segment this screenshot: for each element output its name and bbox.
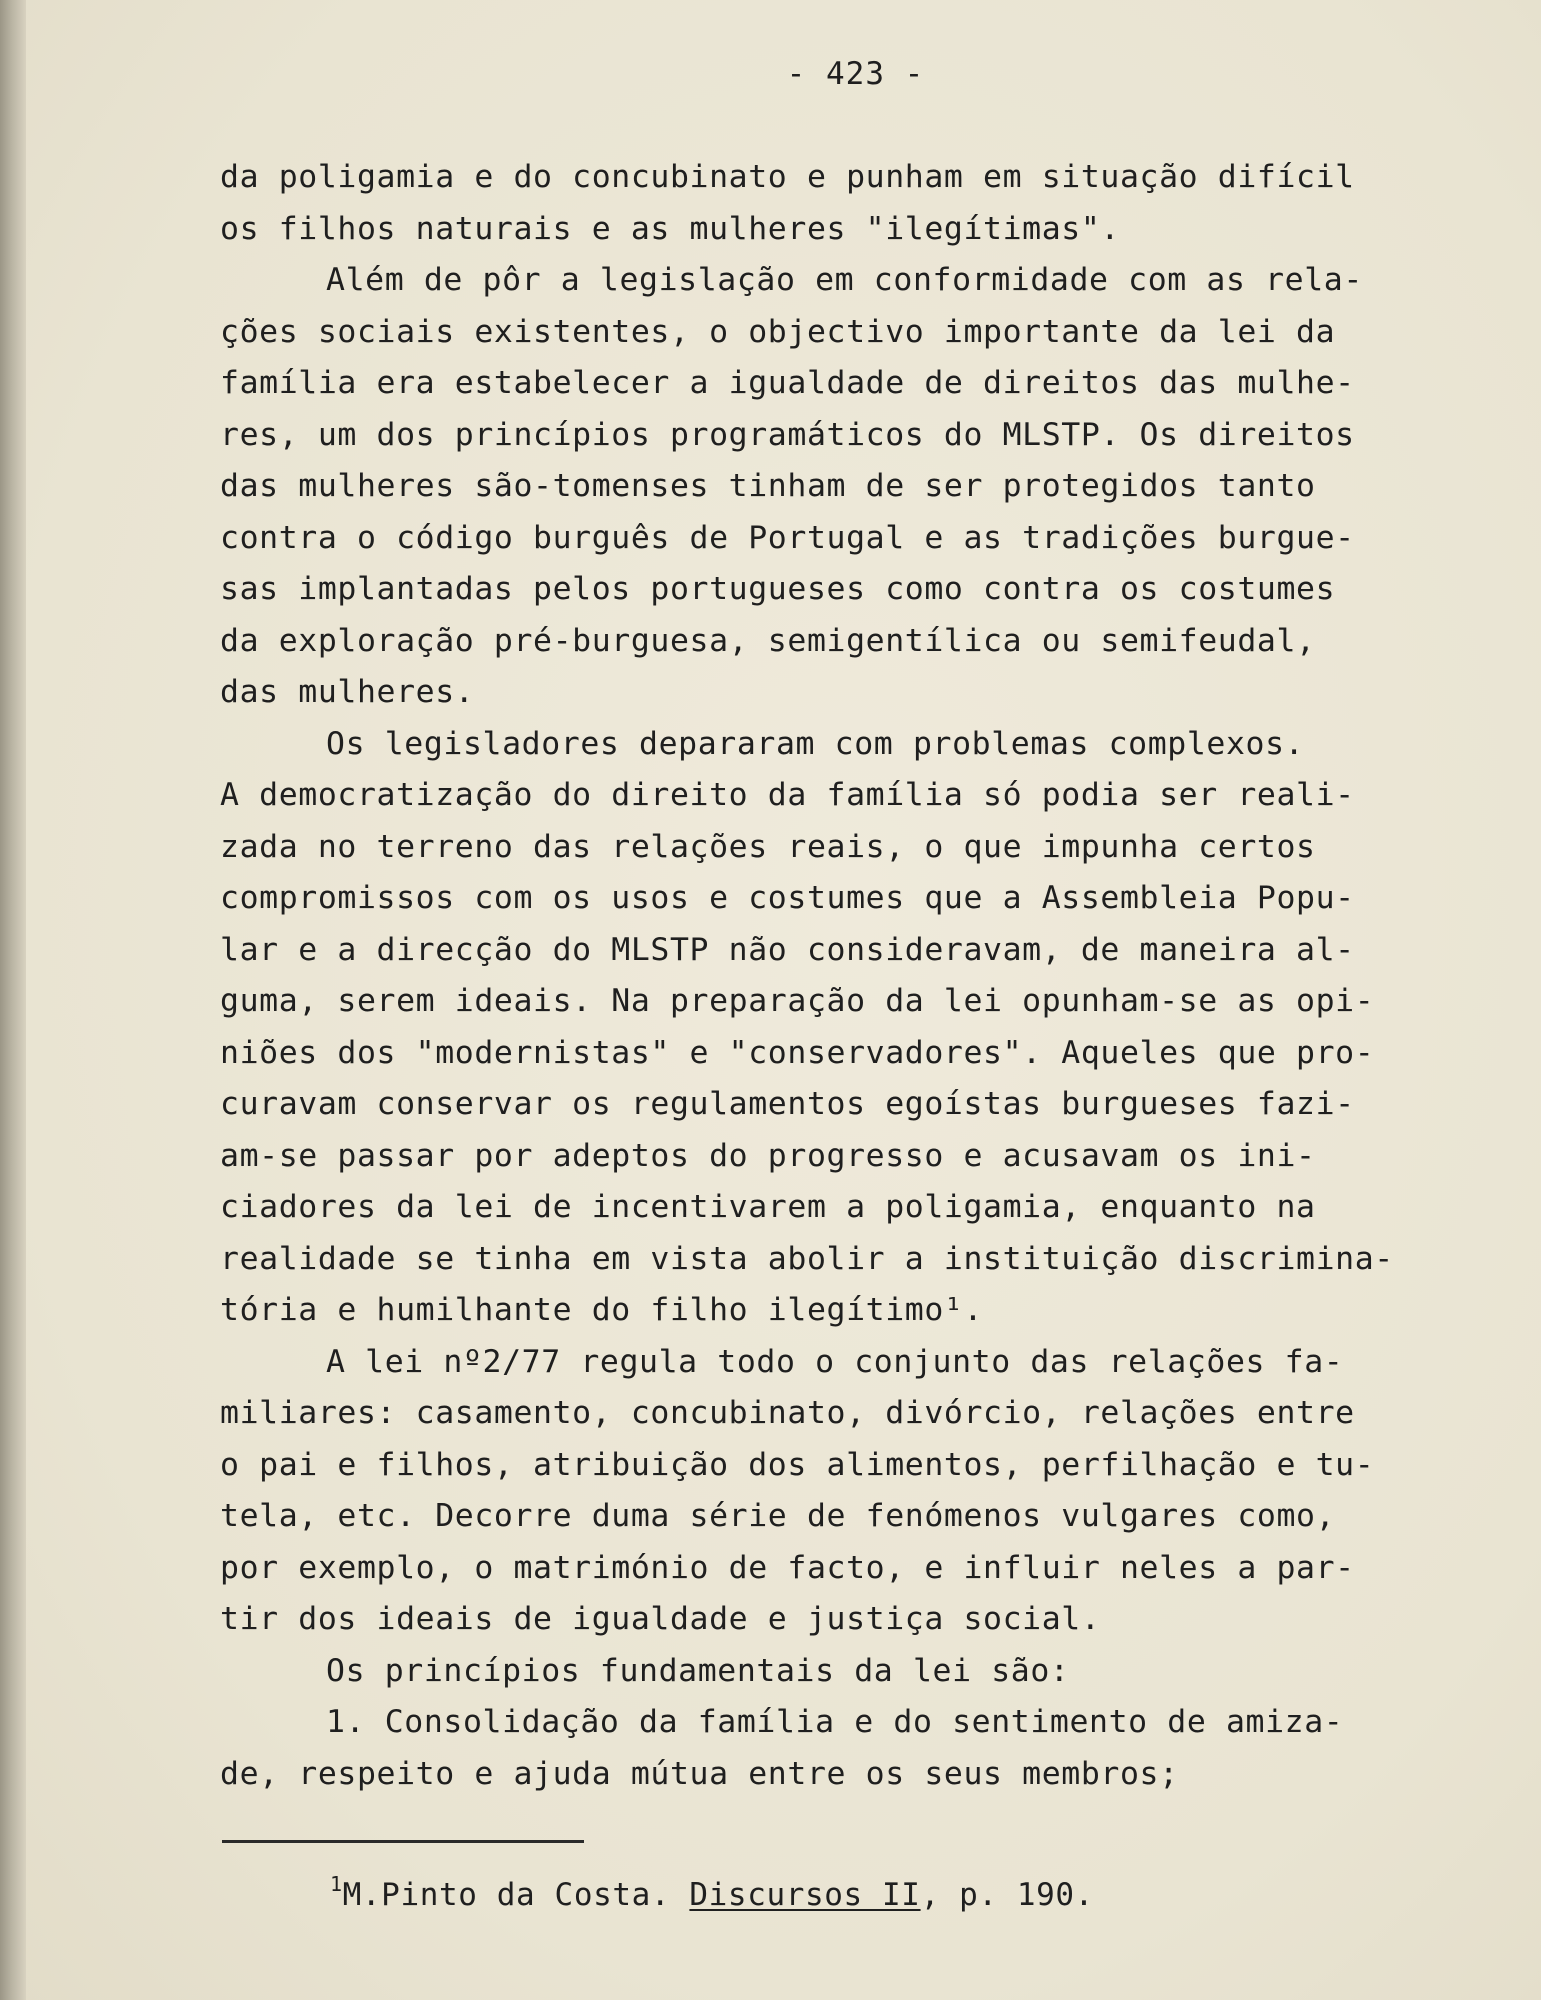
footnote [330, 1872, 1094, 1913]
footnote-marker: 1 [330, 1872, 343, 1896]
footnote-separator [222, 1840, 584, 1843]
text-line: lar e a direcção do MLSTP não consideravam, de maneira al- [220, 931, 1355, 968]
text-line: da poligamia e do concubinato e punham em situação difícil [220, 159, 1355, 195]
text-line: realidade se tinha em vista abolir a instituição discrimina- [220, 1240, 1394, 1277]
paragraph [220, 719, 1470, 1337]
text-line: da exploração pré-burguesa, semigentílica ou semifeudal, [220, 622, 1316, 659]
text-line: ções sociais existentes, o objectivo importante da lei da [220, 313, 1336, 350]
text-line: am-se passar por adeptos do progresso e acusavam os ini- [220, 1137, 1316, 1174]
footnote-page: , p. 190. [920, 1877, 1094, 1913]
text-line: Os princípios fundamentais da lei são: [326, 1652, 1070, 1689]
paragraph [220, 255, 1470, 719]
body-text [220, 152, 1470, 1800]
text-line: curavam conservar os regulamentos egoístas burgueses fazi- [220, 1086, 1355, 1122]
text-line: das mulheres são-tomenses tinham de ser protegidos tanto [220, 468, 1316, 504]
text-line: tória e humilhante do filho ilegítimo¹. [220, 1292, 984, 1328]
text-line: das mulheres. [220, 674, 475, 710]
text-line: tela, etc. Decorre duma série de fenómenos vulgares como, [220, 1498, 1336, 1534]
paragraph [220, 1697, 1470, 1749]
text-line: guma, serem ideais. Na preparação da lei opunham-se as opi- [220, 983, 1375, 1019]
text-line: Os legisladores depararam com problemas complexos. [326, 725, 1305, 762]
footnote-title: Discursos II [689, 1877, 921, 1913]
text-line: A democratização do direito da família só podia ser reali- [220, 777, 1355, 813]
page-number: - 423 - [786, 56, 925, 92]
paragraph [220, 1646, 1470, 1698]
text-line: ciadores da lei de incentivarem a poligamia, enquanto na [220, 1189, 1316, 1225]
text-line: o pai e filhos, atribuição dos alimentos, perfilhação e tu- [220, 1446, 1375, 1483]
paragraph [220, 152, 1470, 255]
text-line: res, um dos princípios programáticos do MLSTP. Os direitos [220, 416, 1355, 453]
text-line: de, respeito e ajuda mútua entre os seus membros; [220, 1755, 1179, 1792]
paragraph [220, 1749, 1470, 1801]
text-line: contra o código burguês de Portugal e as tradições burgue- [220, 519, 1355, 556]
footnote-author: M.Pinto da Costa. [342, 1877, 690, 1913]
text-line: sas implantadas pelos portugueses como contra os costumes [220, 571, 1336, 607]
text-line: zada no terreno das relações reais, o que impunha certos [220, 828, 1316, 865]
binding-edge-shadow [0, 0, 26, 2000]
text-line: miliares: casamento, concubinato, divórcio, relações entre [220, 1395, 1355, 1431]
text-line: família era estabelecer a igualdade de direitos das mulhe- [220, 365, 1355, 401]
text-line: os filhos naturais e as mulheres "ilegítimas". [220, 210, 1120, 247]
text-line: 1. Consolidação da família e do sentimento de amiza- [326, 1704, 1344, 1740]
text-line: tir dos ideais de igualdade e justiça social. [220, 1601, 1101, 1637]
text-line: niões dos "modernistas" e "conservadores". Aqueles que pro- [220, 1034, 1375, 1071]
text-line: compromissos com os usos e costumes que a Assembleia Popu- [220, 880, 1355, 916]
text-line: Além de pôr a legislação em conformidade com as rela- [326, 262, 1363, 298]
paragraph [220, 1337, 1470, 1646]
text-line: A lei nº2/77 regula todo o conjunto das relações fa- [326, 1343, 1344, 1380]
text-line: por exemplo, o matrimónio de facto, e influir neles a par- [220, 1549, 1355, 1586]
